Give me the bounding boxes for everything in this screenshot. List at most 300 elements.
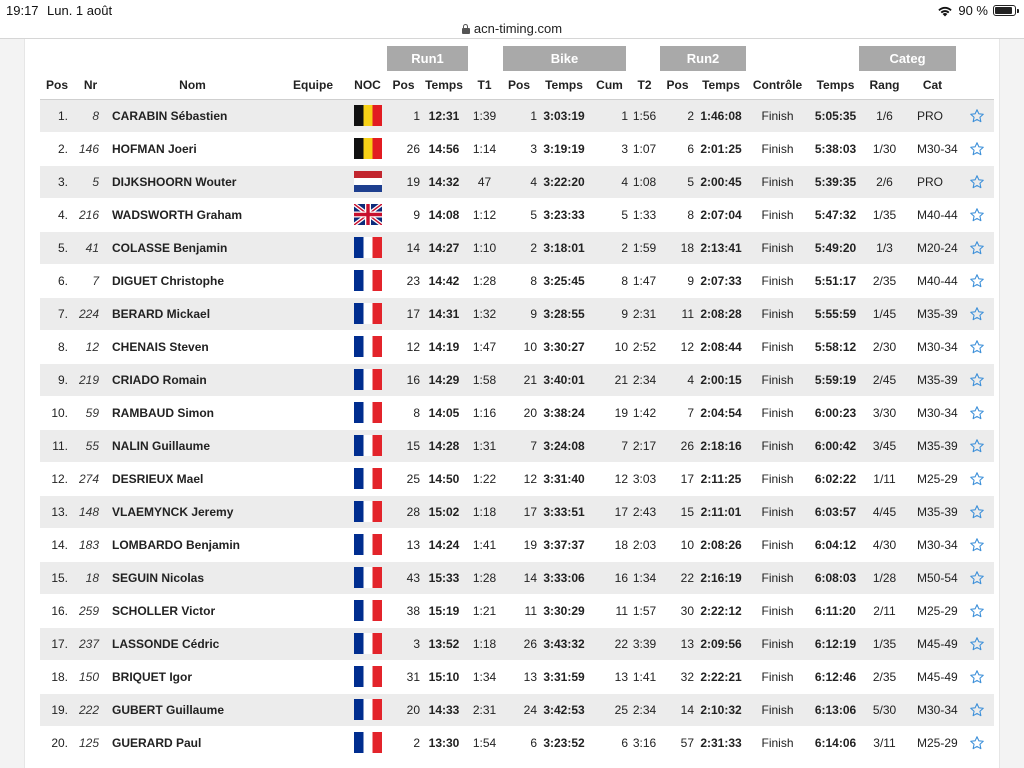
status-right [937,3,1016,18]
t1-time: 2:31 [468,693,501,726]
team-name [278,726,348,759]
favorite-cell [960,693,994,726]
t1-time: 1:34 [472,669,497,684]
table-row[interactable] [40,297,994,330]
star-icon[interactable] [969,735,985,751]
cumulative-position: 7 [591,429,628,462]
category-rank: 2/45 [864,363,905,396]
athlete-name[interactable]: GUBERT Guillaume [107,693,278,726]
bike-time: 3:31:59 [543,669,585,684]
noc-flag [348,363,387,396]
team-name [278,594,348,627]
col-header-cat[interactable]: Cat [905,72,960,99]
fr-flag-icon [354,237,382,258]
run1-time: 14:19 [428,339,460,354]
athlete-name[interactable]: HOFMAN Joeri [112,141,197,156]
noc-flag [348,132,387,165]
favorite-cell [960,330,994,363]
t2-time: 1:07 [632,141,657,156]
table-row[interactable] [40,99,994,132]
category: M20-24 [905,231,960,264]
run1-time: 14:08 [428,207,460,222]
control-status: Finish [761,207,794,222]
noc-flag [348,231,387,264]
run1-time: 14:31 [420,297,468,330]
lock-icon [462,24,470,34]
cumulative-position: 1 [591,99,628,132]
col-header-run2-temps[interactable]: Temps [694,72,748,99]
bike-time: 3:31:40 [543,471,585,486]
table-header-row [40,72,994,99]
page-margin-left [0,39,24,768]
bike-time: 3:38:24 [543,405,585,420]
run1-position: 19 [387,165,420,198]
star-icon[interactable] [969,504,985,520]
bike-position: 21 [501,363,537,396]
t2-time: 2:31 [628,297,661,330]
control-status: Finish [748,165,807,198]
run2-time: 2:01:25 [700,141,742,156]
result-rank: 4. [57,207,68,222]
bib-number: 55 [74,429,107,462]
run1-time: 14:05 [428,405,460,420]
be-flag-icon [354,138,382,159]
total-time: 5:51:17 [814,273,857,288]
run1-position: 23 [406,273,420,288]
run2-time: 2:31:33 [700,735,742,750]
t1-time: 1:32 [468,297,501,330]
run1-position: 17 [387,297,420,330]
run2-position: 32 [680,669,694,684]
bib-number: 222 [74,693,107,726]
fr-flag-icon [354,369,382,390]
table-row[interactable] [40,726,994,759]
run1-position: 2 [413,735,420,750]
athlete-name[interactable]: DIJKSHOORN Wouter [107,165,278,198]
category-rank: 3/30 [872,405,897,420]
athlete-name[interactable]: BRIQUET Igor [112,669,192,684]
bib-number: 12 [85,339,99,354]
t1-time: 1:21 [472,603,497,618]
bike-time: 3:22:20 [537,165,591,198]
be-flag-icon [354,105,382,126]
run2-position: 18 [661,231,694,264]
table-row[interactable] [40,660,994,693]
athlete-name[interactable]: DIGUET Christophe [112,273,225,288]
athlete-name[interactable]: WADSWORTH Graham [112,207,243,222]
fr-flag-icon [354,633,382,654]
col-header-temps[interactable]: Temps [807,72,864,99]
category-rank: 3/45 [864,429,905,462]
col-header-run1-pos[interactable]: Pos [387,72,420,99]
run2-position: 11 [661,297,694,330]
group-header-run2: Run2 [660,46,746,71]
result-rank: 20. [51,735,68,750]
star-icon[interactable] [969,636,985,652]
result-rank: 14. [51,537,68,552]
cumulative-position: 10 [614,339,628,354]
col-header-nr[interactable]: Nr [74,72,107,99]
bib-number: 59 [85,405,99,420]
athlete-name[interactable]: RAMBAUD Simon [112,405,214,420]
bike-position: 19 [523,537,537,552]
favorite-cell [960,99,994,132]
run1-time: 13:52 [420,627,468,660]
run2-position: 9 [687,273,694,288]
run1-time: 14:42 [428,273,460,288]
bike-time: 3:28:55 [537,297,591,330]
t1-time: 1:58 [468,363,501,396]
run2-position: 6 [687,141,694,156]
bike-position: 3 [530,141,537,156]
team-name [278,561,348,594]
result-rank: 2. [57,141,68,156]
category: M45-49 [917,669,958,684]
bib-number: 183 [78,537,99,552]
table-row[interactable] [40,693,994,726]
total-time: 6:14:06 [814,735,857,750]
col-header-bike-temps[interactable]: Temps [537,72,591,99]
bike-time: 3:33:51 [537,495,591,528]
fr-flag-icon [354,501,382,522]
table-row[interactable] [40,396,994,429]
status-time: 19:17 [6,3,39,18]
athlete-name[interactable]: SCHOLLER Victor [112,603,216,618]
result-rank: 17. [40,627,74,660]
run1-position: 26 [406,141,420,156]
bike-position: 13 [523,669,537,684]
col-header-controle[interactable]: Contrôle [748,72,807,99]
control-status: Finish [761,603,794,618]
star-icon[interactable] [969,174,985,190]
category-rank: 2/30 [872,339,897,354]
run2-position: 7 [687,405,694,420]
cumulative-position: 13 [614,669,628,684]
run2-time: 2:13:41 [694,231,748,264]
t2-time: 3:03 [632,471,657,486]
bike-time: 3:30:29 [543,603,585,618]
noc-flag [348,495,387,528]
col-header-equipe[interactable]: Equipe [278,72,348,99]
t1-time: 1:18 [468,495,501,528]
athlete-name[interactable]: DESRIEUX Mael [112,471,204,486]
noc-flag [348,297,387,330]
url-text[interactable]: acn-timing.com [473,20,563,36]
team-name [278,231,348,264]
bike-time: 3:43:32 [537,627,591,660]
run1-time: 14:32 [420,165,468,198]
run2-position: 14 [661,693,694,726]
favorite-cell [960,429,994,462]
table-row[interactable] [40,462,994,495]
bike-time: 3:24:08 [537,429,591,462]
table-row[interactable] [40,495,994,528]
table-row[interactable] [40,198,994,231]
category-rank: 5/30 [864,693,905,726]
cumulative-position: 18 [614,537,628,552]
run2-position: 17 [680,471,694,486]
run2-time: 2:00:45 [694,165,748,198]
control-status: Finish [761,141,794,156]
athlete-name[interactable]: LOMBARDO Benjamin [112,537,241,552]
cumulative-position: 6 [621,735,628,750]
star-icon[interactable] [969,339,985,355]
fr-flag-icon [354,303,382,324]
t1-time: 1:47 [472,339,497,354]
category: M40-44 [917,273,958,288]
category-rank: 1/45 [864,297,905,330]
run1-position: 12 [406,339,420,354]
star-icon[interactable] [969,306,985,322]
t2-time: 2:52 [632,339,657,354]
run1-time: 15:10 [428,669,460,684]
t2-time: 1:57 [632,603,657,618]
control-status: Finish [748,99,807,132]
total-time: 6:00:23 [814,405,857,420]
favorite-cell [960,528,994,561]
team-name [278,462,348,495]
bike-time: 3:19:19 [543,141,585,156]
athlete-name[interactable]: BERARD Mickael [107,297,278,330]
category-rank: 2/11 [873,603,896,618]
table-row[interactable] [40,594,994,627]
result-rank: 13. [40,495,74,528]
athlete-name[interactable]: CARABIN Sébastien [107,99,278,132]
bib-number: 216 [78,207,99,222]
noc-flag [348,594,387,627]
bike-time: 3:33:06 [537,561,591,594]
run2-position: 22 [661,561,694,594]
star-icon[interactable] [969,438,985,454]
col-header-nom[interactable]: Nom [107,72,278,99]
team-name [278,297,348,330]
star-icon[interactable] [969,108,985,124]
table-row[interactable] [40,528,994,561]
noc-flag [348,660,387,693]
result-rank: 15. [40,561,74,594]
t1-time: 1:18 [468,627,501,660]
athlete-name[interactable]: GUERARD Paul [112,735,202,750]
group-header-bike: Bike [503,46,626,71]
run2-position: 12 [680,339,694,354]
athlete-name[interactable]: NALIN Guillaume [107,429,278,462]
run2-time: 2:08:44 [700,339,742,354]
control-status: Finish [761,405,794,420]
favorite-cell [960,726,994,759]
run2-time: 2:22:21 [700,669,742,684]
col-header-t2[interactable]: T2 [628,72,661,99]
run1-time: 14:27 [420,231,468,264]
bib-number: 237 [74,627,107,660]
run1-time: 14:28 [420,429,468,462]
run2-time: 2:11:25 [700,471,742,486]
category: PRO [905,165,960,198]
battery-icon [993,5,1016,16]
table-row[interactable] [40,132,994,165]
run1-time: 14:50 [428,471,460,486]
bike-position: 11 [524,603,537,618]
t1-time: 1:16 [472,405,497,420]
t1-time: 1:41 [472,537,497,552]
bike-position: 17 [501,495,537,528]
t2-time: 3:16 [632,735,657,750]
total-time: 5:55:59 [807,297,864,330]
star-icon[interactable] [969,471,985,487]
star-icon[interactable] [969,273,985,289]
table-row[interactable] [40,429,994,462]
star-icon[interactable] [969,702,985,718]
category: M40-44 [917,207,958,222]
category: PRO [905,99,960,132]
run1-position: 43 [387,561,420,594]
fr-flag-icon [354,435,382,456]
col-header-rang[interactable]: Rang [864,72,905,99]
t2-time: 1:33 [632,207,657,222]
col-header-favorite [960,72,994,99]
run2-time: 2:09:56 [694,627,748,660]
table-row[interactable] [40,231,994,264]
run2-time: 2:11:01 [694,495,748,528]
athlete-name[interactable]: COLASSE Benjamin [107,231,278,264]
result-rank: 10. [51,405,68,420]
fr-flag-icon [354,468,382,489]
col-header-cum[interactable]: Cum [591,72,628,99]
team-name [278,99,348,132]
noc-flag [348,429,387,462]
t2-time: 2:34 [628,363,661,396]
col-header-bike-pos[interactable]: Pos [501,72,537,99]
athlete-name[interactable]: SEGUIN Nicolas [107,561,278,594]
star-icon[interactable] [969,141,985,157]
category-rank: 1/30 [872,141,897,156]
col-header-t1[interactable]: T1 [468,72,501,99]
bike-position: 14 [501,561,537,594]
noc-flag [348,462,387,495]
star-icon[interactable] [969,603,985,619]
control-status: Finish [761,273,794,288]
control-status: Finish [748,231,807,264]
athlete-name[interactable]: CRIADO Romain [107,363,278,396]
fr-flag-icon [354,666,382,687]
bib-number: 274 [78,471,99,486]
noc-flag [348,396,387,429]
category: M35-39 [905,297,960,330]
category: M35-39 [905,495,960,528]
total-time: 5:38:03 [814,141,857,156]
bike-time: 3:37:37 [543,537,585,552]
team-name [278,132,348,165]
result-rank: 12. [51,471,68,486]
noc-flag [348,99,387,132]
run1-time: 14:29 [420,363,468,396]
bib-number: 146 [78,141,99,156]
t1-time: 1:12 [472,207,497,222]
t2-time: 2:03 [632,537,657,552]
table-row[interactable] [40,165,994,198]
star-icon[interactable] [969,570,985,586]
total-time: 6:12:46 [814,669,857,684]
bike-time: 3:40:01 [537,363,591,396]
athlete-name[interactable]: VLAEMYNCK Jeremy [107,495,278,528]
bike-time: 3:42:53 [537,693,591,726]
run2-time: 2:16:19 [694,561,748,594]
table-row[interactable] [40,561,994,594]
run2-position: 5 [661,165,694,198]
total-time: 6:12:19 [807,627,864,660]
team-name [278,693,348,726]
category: M30-34 [917,537,958,552]
category-rank: 2/35 [872,273,897,288]
address-bar[interactable] [0,18,1024,38]
star-icon[interactable] [969,240,985,256]
table-row[interactable] [40,264,994,297]
result-rank: 18. [51,669,68,684]
bib-number: 7 [92,273,99,288]
noc-flag [348,726,387,759]
group-header-run1: Run1 [387,46,468,71]
col-header-run1-temps[interactable]: Temps [420,72,468,99]
run2-time: 2:04:54 [700,405,742,420]
run1-time: 14:56 [428,141,460,156]
col-header-pos[interactable]: Pos [40,72,74,99]
battery-percent: 90 % [958,3,988,18]
t2-time: 1:42 [632,405,657,420]
star-icon[interactable] [969,372,985,388]
bike-position: 10 [523,339,537,354]
table-row[interactable] [40,627,994,660]
t2-time: 1:47 [632,273,657,288]
total-time: 6:13:06 [807,693,864,726]
col-header-run2-pos[interactable]: Pos [661,72,694,99]
table-row[interactable] [40,363,994,396]
fr-flag-icon [354,567,382,588]
cumulative-position: 3 [621,141,628,156]
col-header-noc[interactable]: NOC [348,72,387,99]
table-row[interactable] [40,330,994,363]
t1-time: 47 [468,165,501,198]
category: M25-29 [917,471,958,486]
control-status: Finish [748,429,807,462]
t2-time: 1:34 [628,561,661,594]
control-status: Finish [748,693,807,726]
favorite-cell [960,396,994,429]
star-icon[interactable] [969,207,985,223]
t2-time: 3:39 [628,627,661,660]
total-time: 6:03:57 [807,495,864,528]
run2-time: 2:08:28 [694,297,748,330]
star-icon[interactable] [969,669,985,685]
bike-position: 9 [501,297,537,330]
star-icon[interactable] [969,405,985,421]
team-name [278,627,348,660]
run2-position: 8 [687,207,694,222]
category-rank: 1/6 [864,99,905,132]
control-status: Finish [748,363,807,396]
result-rank: 1. [40,99,74,132]
athlete-name[interactable]: LASSONDE Cédric [107,627,278,660]
athlete-name[interactable]: CHENAIS Steven [112,339,209,354]
cumulative-position: 8 [621,273,628,288]
total-time: 6:11:20 [815,603,856,618]
run2-time: 2:07:04 [700,207,742,222]
run2-position: 26 [661,429,694,462]
run1-position: 20 [387,693,420,726]
run1-position: 15 [387,429,420,462]
bike-time: 3:30:27 [543,339,585,354]
star-icon[interactable] [969,537,985,553]
fr-flag-icon [354,732,382,753]
noc-flag [348,528,387,561]
